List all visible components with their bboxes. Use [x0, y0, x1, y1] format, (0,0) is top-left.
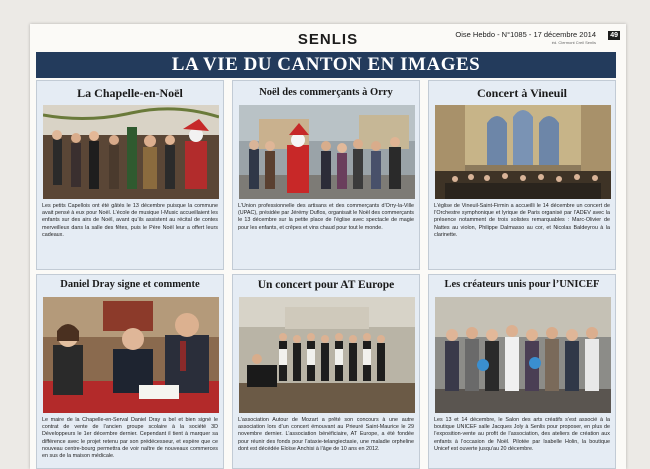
article-photo: [435, 297, 611, 413]
article-card-at-europe: [232, 274, 420, 469]
article-title: Un concert pour AT Europe: [257, 279, 395, 291]
article-card-dray: [36, 274, 224, 469]
article-caption: Les 13 et 14 décembre, le Salon des arts créatifs s’est associé à la boutique UNICEF salle Jacques Joly à Senlis pour proposer, en plus de l’exposition-vente au profit de l’association, des ateliers de création aux enfants à l’occasion de Noël. Pilotée par Isabelle Holin, la boutique Unicef est ouverte jusqu’au 20 décembre.: [434, 417, 610, 452]
article-title: Concert à Vineuil: [477, 86, 567, 100]
article-caption: L’Union professionnelle des artisans et des commerçants d’Orry-la-Ville (UPAC), présidée par Jérémy Duflos, organisait le Noël des commerçants le 13 décembre sur la petite place de l’église avec spectacle de magie pour les enfants, et crêpes et vins chaud pour tout le monde.: [238, 203, 414, 231]
section-banner: LA VIE DU CANTON EN IMAGES: [36, 52, 616, 78]
article-caption: L’église de Vineuil-Saint-Firmin a accueilli le 14 décembre un concert de l’Orchestre symphonique et lyrique de Paris organisé par l’ADEV avec la présence notamment de trois solistes remarquables : Marc-Olivier de Nattes au violon, Philippe Dalmasso au cor, et Nicolas Baldeyrou à la clarinette.: [434, 203, 610, 238]
page-header: [30, 28, 626, 50]
article-caption: Les petits Capellois ont été gâtés le 13 décembre puisque la commune avait pensé à eux pour Noël. L’école de musique I-Music accueillaient les enfants sur des airs de Noël, avant qu’ils assistent au récital de contes merveilleux dans la salle des fêtes, puis le Père Noël leur a offert leurs cadeaux.: [42, 203, 218, 238]
article-card-vineuil: [428, 80, 616, 270]
article-title: Daniel Dray signe et commente: [60, 279, 200, 290]
issue-info: Oise Hebdo - N°1085 - 17 décembre 2014: [455, 30, 596, 39]
article-caption: Le maire de la Chapelle-en-Serval Daniel Dray a bel et bien signé le contrat de vente de l’ancien groupe scolaire à la société 3D Développeurs le 1er décembre dernier. Cependant il tient à marquer sa différence avec le projet retenu par son prédécesseur, et espère que ce nouveau centre-bourg permettra de voir naître de nouveaux commerces en sus de la maison médicale.: [42, 417, 218, 460]
section-name: SENLIS: [297, 31, 359, 48]
article-card-orry: [232, 80, 420, 270]
issue-edition: éd. Clermont Creil Senlis: [551, 40, 596, 45]
article-photo: [239, 297, 415, 413]
article-title: Les créateurs unis pour l’UNICEF: [444, 279, 600, 290]
article-card-chapelle: [36, 80, 224, 270]
article-title: Noël des commerçants à Orry: [259, 87, 393, 98]
article-photo: [435, 105, 611, 199]
page-number: 49: [610, 32, 618, 39]
article-photo: [239, 105, 415, 199]
article-photo: [43, 105, 219, 199]
article-card-unicef: [428, 274, 616, 469]
newspaper-page: [30, 24, 626, 469]
article-caption: L’association Autour de Mozart a prêté son concours à une autre association lors d’un concert émouvant au Prieuré Saint-Maurice le 29 novembre dernier. L’association bénéficiaire, AT Europe, a été fondée pour réunir des fonds pour l’ataxie-telangiectasie, une maladie orpheline dont est décédée Eloïse Anchisi à l’âge de 10 ans en 2012.: [238, 417, 414, 452]
article-photo: [43, 297, 219, 413]
article-title: La Chapelle-en-Noël: [77, 86, 183, 100]
